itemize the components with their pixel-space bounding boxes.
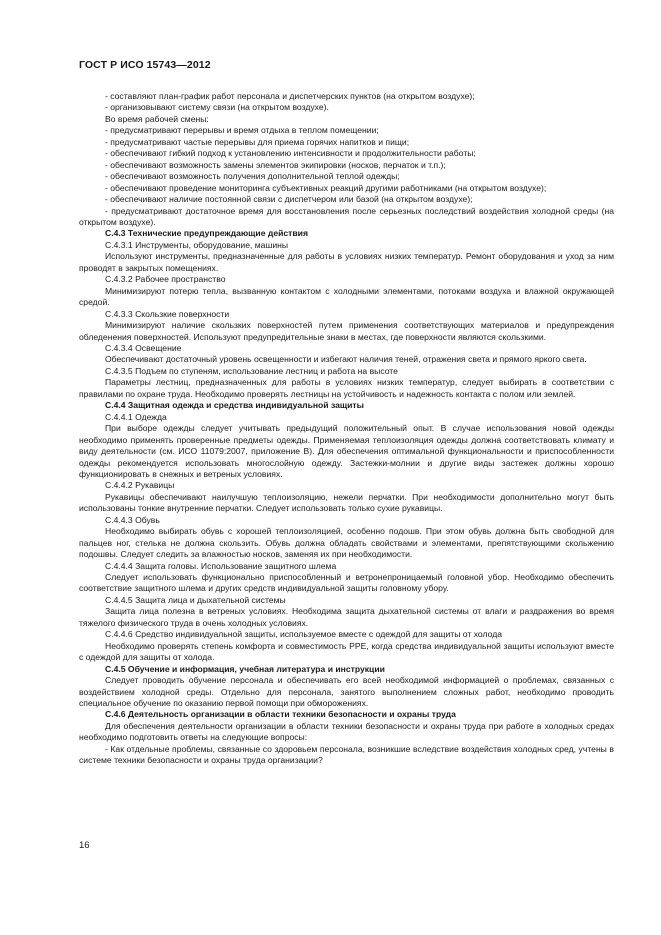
paragraph: Обеспечивают достаточный уровень освещенности и избегают наличия теней, отражения света и прямого яркого света.	[105, 354, 587, 365]
subsection-heading: С.4.3.4 Освещение	[105, 342, 182, 353]
subsection-heading: С.4.3.1 Инструменты, оборудование, машины	[105, 239, 289, 250]
paragraph: Используют инструменты, предназначенные для работы в условиях низких температур. Ремонт оборудования и уход за ним проводят в закрытых помещениях.	[79, 251, 614, 273]
list-item: - обеспечивают гибкий подход к установлению интенсивности и продолжительности работы;	[105, 148, 476, 159]
list-item: - обеспечивают наличие постоянной связи с диспетчером или базой (на открытом воздухе);	[105, 194, 473, 205]
paragraph: Следует использовать функционально приспособленный и ветронепроницаемый головной убор. Необходимо обеспечить соответствие защитного шлема и других средств индивидуальной защиты головному убору.	[79, 572, 614, 594]
paragraph: Параметры лестниц, предназначенных для работы в условиях низких температур, следует выбирать в соответствии с правилами по охране труда. Необходимо проверять лестницы на устойчивость и надежность контакта с полом или землей.	[79, 377, 614, 399]
list-item: - предусматривают достаточное время для восстановления после серьезных последствий воздействия холодной среды (на открытом воздухе).	[79, 205, 614, 227]
paragraph: Минимизируют потерю тепла, вызванную контактом с холодными элементами, потоками воздуха и влажной окружающей средой.	[79, 285, 614, 308]
paragraph: Рукавицы обеспечивают наилучшую теплоизоляцию, нежели перчатки. При необходимости дополнительно могут быть использованы тонкие внутренние перчатки. Следует использовать только сухие рукавицы.	[79, 491, 614, 514]
paragraph: Минимизируют наличие скользких поверхностей путем применения соответствующих материалов и предупреждения обледенения поверхностей. Используют предупредительные знаки в местах, где поверхности являются скользкими.	[79, 320, 614, 342]
document-body	[79, 91, 614, 767]
subsection-heading: С.4.4.4 Защита головы. Использование защитного шлема	[105, 560, 337, 571]
subsection-heading: С.4.4.5 Защита лица и дыхательной системы	[105, 594, 286, 605]
list-item: - обеспечивают проведение мониторинга субъективных реакций другими работниками (на открытом воздухе);	[105, 182, 547, 193]
section-heading: С.4.3 Технические предупреждающие действия	[105, 228, 308, 239]
page-number: 16	[79, 840, 90, 851]
subsection-heading: С.4.3.2 Рабочее пространство	[105, 274, 226, 285]
paragraph: Во время рабочей смены:	[105, 113, 209, 124]
paragraph: Необходимо проверять степень комфорта и совместимость PPE, когда средства индивидуальной защиты используют вместе с одеждой для защиты от холода.	[79, 640, 614, 663]
paragraph: Необходимо выбирать обувь с хорошей теплоизоляцией, особенно подошв. При этом обувь должна быть свободной для пальцев ног, стелька не должна скользить. Обувь должна обладать свойствами и элементами, препятствующими скольжению подошвы. Следует следить за влажностью носков, заменяя их при необходимости.	[79, 526, 614, 560]
list-item: - обеспечивают возможность получения дополнительной теплой одежды;	[105, 171, 400, 182]
subsection-heading: С.4.4.1 Одежда	[105, 411, 167, 422]
section-heading: С.4.4 Защитная одежда и средства индивидуальной защиты	[105, 400, 364, 411]
subsection-heading: С.4.4.6 Средство индивидуальной защиты, используемое вместе с одеждой для защиты от холода	[105, 629, 502, 640]
subsection-heading: С.4.3.5 Подъем по ступеням, использование лестниц и работа на высоте	[105, 365, 398, 376]
section-heading: С.4.5 Обучение и информация, учебная литература и инструкции	[105, 663, 385, 674]
subsection-heading: С.4.3.3 Скользкие поверхности	[105, 308, 230, 319]
list-item: - обеспечивают возможность замены элементов экипировки (носков, перчаток и т.п.);	[105, 159, 446, 170]
list-item: - Как отдельные проблемы, связанные со здоровьем персонала, возникшие вследствие воздействия холодных сред, учтены в системе техники безопасности и охраны труда организации?	[79, 743, 614, 766]
subsection-heading: С.4.4.3 Обувь	[105, 514, 160, 525]
list-item: - организовывают систему связи (на открытом воздухе).	[105, 102, 329, 113]
section-heading: С.4.6 Деятельность организации в области техники безопасности и охраны труда	[105, 709, 456, 720]
document-header: ГОСТ Р ИСО 15743—2012	[79, 59, 211, 71]
subsection-heading: С.4.4.2 Рукавицы	[105, 480, 175, 491]
paragraph: При выборе одежды следует учитывать предыдущий положительный опыт. В случае использования новой одежды необходимо применять проверенные предметы одежды. Применяемая теплоизоляция одежды должна соответствовать климату и виду деятельности (см. ИСО 11079:2007, приложение В). Для обеспечения оптимальной функциональности и приспособленности одежды рекомендуется использовать многослойную одежду. Застежки-молнии и другие виды застежек должны хорошо функционировать в снежных и ветреных условиях.	[79, 423, 614, 479]
paragraph: Защита лица полезна в ветреных условиях. Необходима защита дыхательной системы от влаги и раздражения во время тяжелого физического труда в очень холодных условиях.	[79, 606, 614, 628]
paragraph: Для обеспечения деятельности организации в области техники безопасности и охраны труда при работе в холодных средах необходимо подготовить ответы на следующие вопросы:	[79, 720, 614, 743]
list-item: - предусматривают частые перерывы для приема горячих напитков и пищи;	[105, 136, 410, 147]
list-item: - предусматривают перерывы и время отдыха в теплом помещении;	[105, 125, 379, 136]
paragraph: Следует проводить обучение персонала и обеспечивать его всей необходимой информацией о проблемах, связанных с воздействием холодной среды. Отдельно для персонала, занятого выполнением сложных работ, необходимо проводить специальное обучение по оказанию первой помощи при обморожениях.	[79, 675, 614, 709]
list-item: - составляют план-график работ персонала и диспетчерских пунктов (на открытом воздухе);	[105, 91, 475, 101]
